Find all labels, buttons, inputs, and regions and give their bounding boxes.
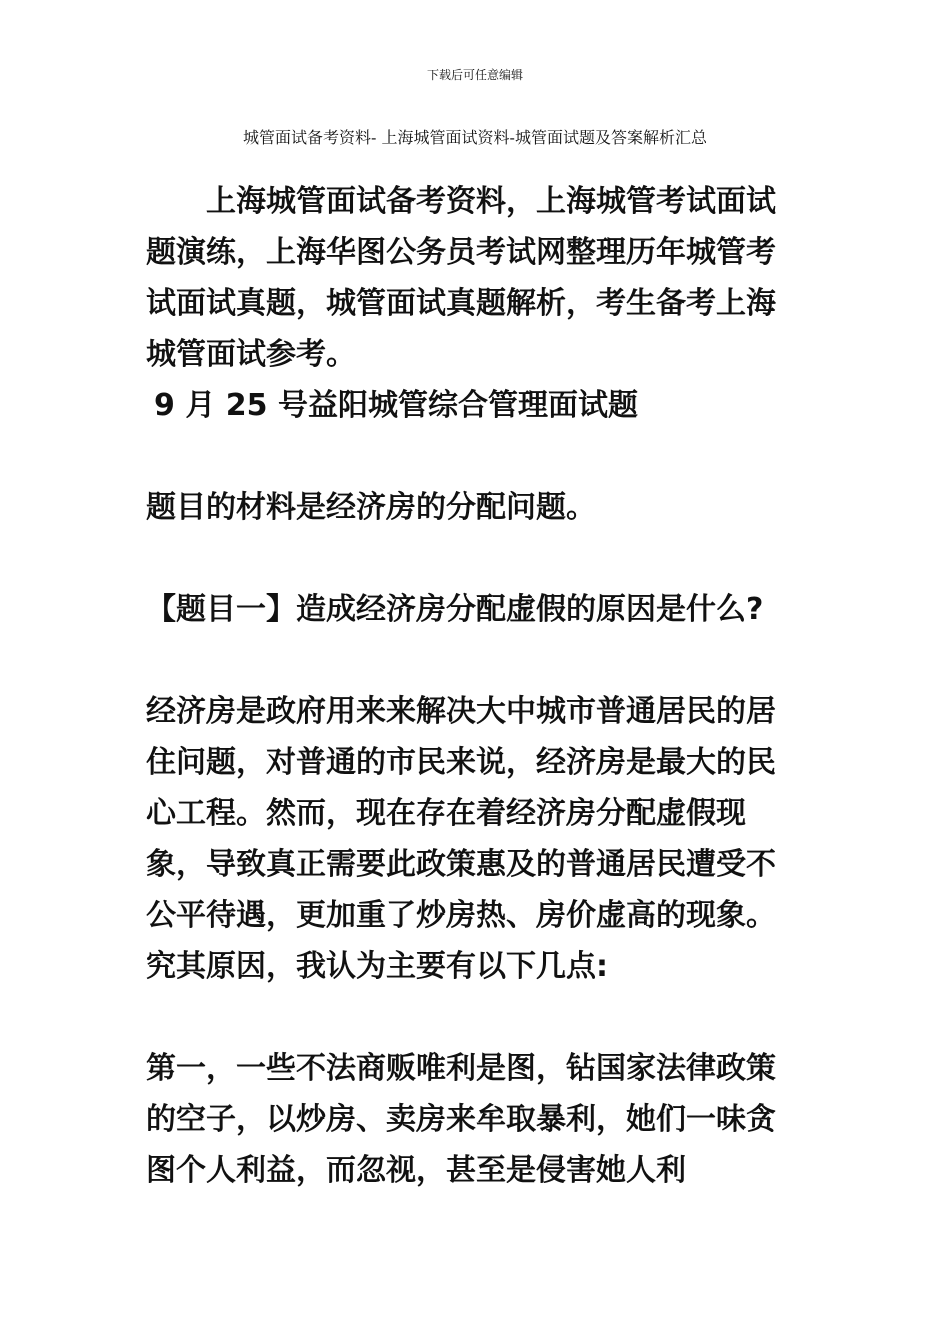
intro-paragraph: 上海城管面试备考资料，上海城管考试面试题演练，上海华图公务员考试网整理历年城管考试面试真题，城管面试真题解析，考生备考上海城管面试参考。 [146,184,776,372]
document-header-title: 城管面试备考资料- 上海城管面试资料-城管面试题及答案解析汇总 [243,128,707,147]
exam-subtitle: 9 月 25 号益阳城管综合管理面试题 [154,388,638,423]
answer-paragraph-2: 第一，一些不法商贩唯利是图，钻国家法律政策的空子，以炒房、卖房来牟取暴利，她们一味贪图个人利益，而忽视，甚至是侵害她人利 [146,1051,776,1188]
question-one-heading: 【题目一】造成经济房分配虚假的原因是什么? [146,592,764,627]
top-note: 下载后可任意编辑 [426,68,523,82]
document-body [146,176,796,1196]
paragraph-gap [146,635,796,686]
paragraph-gap [146,533,796,584]
answer-paragraph-1: 经济房是政府用来来解决大中城市普通居民的居住问题，对普通的市民来说，经济房是最大的民心工程。然而，现在存在着经济房分配虚假现象，导致真正需要此政策惠及的普通居民遭受不公平待遇，更加重了炒房热、房价虚高的现象。究其原因，我认为主要有以下几点: [146,694,776,984]
paragraph-gap [146,431,796,482]
material-paragraph: 题目的材料是经济房的分配问题。 [146,490,596,525]
paragraph-gap [146,992,796,1043]
